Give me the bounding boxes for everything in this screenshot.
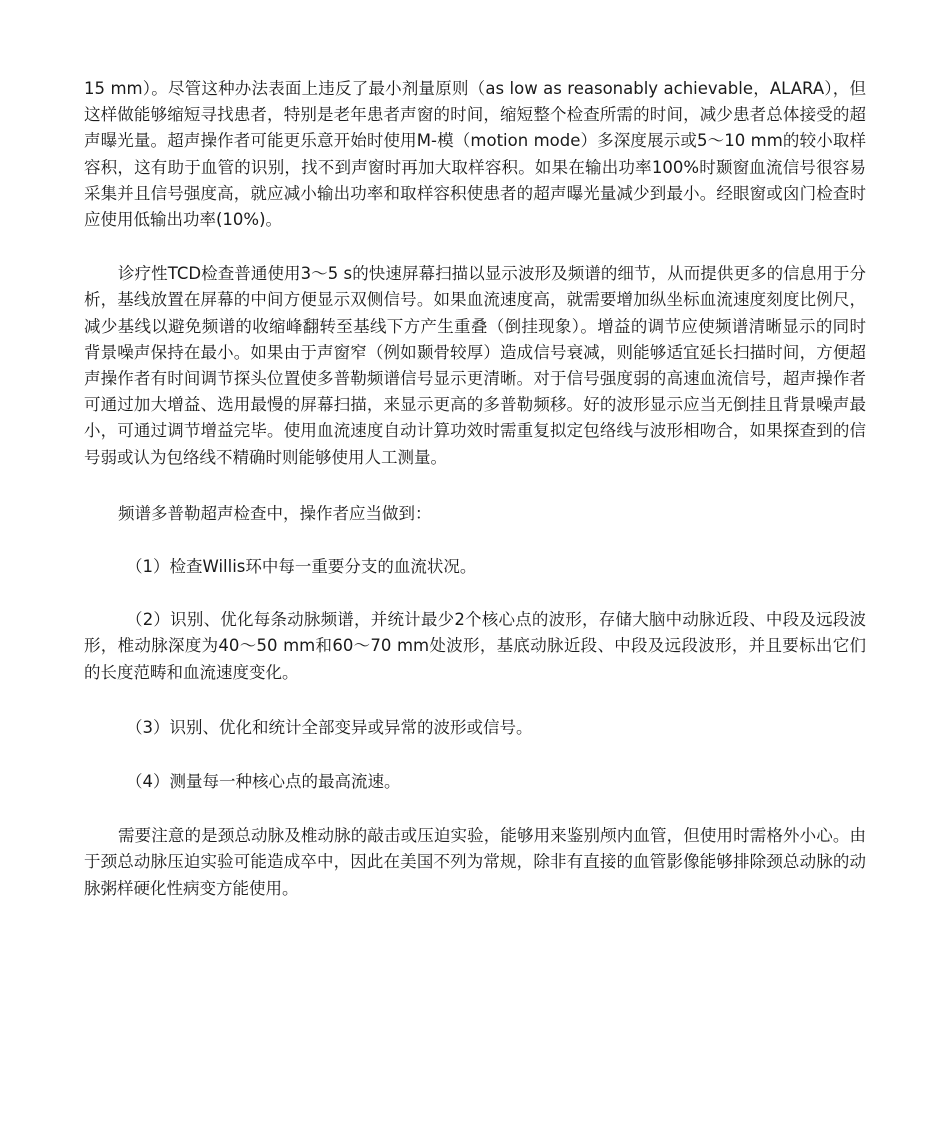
- list-item-4: （4）测量每一种核心点的最高流速。: [126, 772, 401, 792]
- paragraph-compression-test-note: 需要注意的是颈总动脉及椎动脉的敲击或压迫实验，能够用来鉴别颅内血管，但使用时需格外小心。由于颈总动脉压迫实验可能造成卒中，因此在美国不列为常规，除非有直接的血管影像能够排除颈总动脉的动脉粥样硬化性病变方能使用。: [84, 826, 866, 898]
- paragraph-output-power: 15 mm）。尽管这种办法表面上违反了最小剂量原则（as low as reasonably achievable，ALARA），但这样做能够缩短寻找患者，特别是老年患者声窗的时间，缩短整个检查所需的时间，减少患者总体接受的超声曝光量。超声操作者可能更乐意开始时使用M-模（motion mode）多深度展示或5～10 mm的较小取样容积，这有助于血管的识别，找不到声窗时再加大取样容积。如果在输出功率100%时颞窗血流信号很容易采集并且信号强度高，就应减小输出功率和取样容积使患者的超声曝光量减少到最小。经眼窗或囟门检查时应使用低输出功率(10%)。: [84, 79, 866, 230]
- paragraph-operator-duties-intro: 频谱多普勒超声检查中，操作者应当做到：: [118, 503, 432, 523]
- list-item-2: （2）识别、优化每条动脉频谱，并统计最少2个核心点的波形，存储大脑中动脉近段、中段及远段波形，椎动脉深度为40～50 mm和60～70 mm处波形，基底动脉近段、中段及远段波形，并且要标出它们的长度范畴和血流速度变化。: [84, 610, 866, 682]
- paragraph-screen-scan: 诊疗性TCD检查普通使用3～5 s的快速屏幕扫描以显示波形及频谱的细节，从而提供更多的信息用于分析，基线放置在屏幕的中间方便显示双侧信号。如果血流速度高，就需要增加纵坐标血流速度刻度比例尺，减少基线以避免频谱的收缩峰翻转至基线下方产生重叠（倒挂现象）。增益的调节应使频谱清晰显示的同时背景噪声保持在最小。如果由于声窗窄（例如颞骨较厚）造成信号衰减，则能够适宜延长扫描时间，方便超声操作者有时间调节探头位置使多普勒频谱信号显示更清晰。对于信号强度弱的高速血流信号，超声操作者可通过加大增益、选用最慢的屏幕扫描，来显示更高的多普勒频移。好的波形显示应当无倒挂且背景噪声最小，可通过调节增益完毕。使用血流速度自动计算功效时需重复拟定包络线与波形相吻合，如果探查到的信号弱或认为包络线不精确时则能够使用人工测量。: [84, 264, 866, 467]
- document-page: [84, 76, 866, 902]
- list-item-1: （1）检查Willis环中每一重要分支的血流状况。: [126, 557, 477, 577]
- list-item-3: （3）识别、优化和统计全部变异或异常的波形或信号。: [126, 717, 533, 737]
